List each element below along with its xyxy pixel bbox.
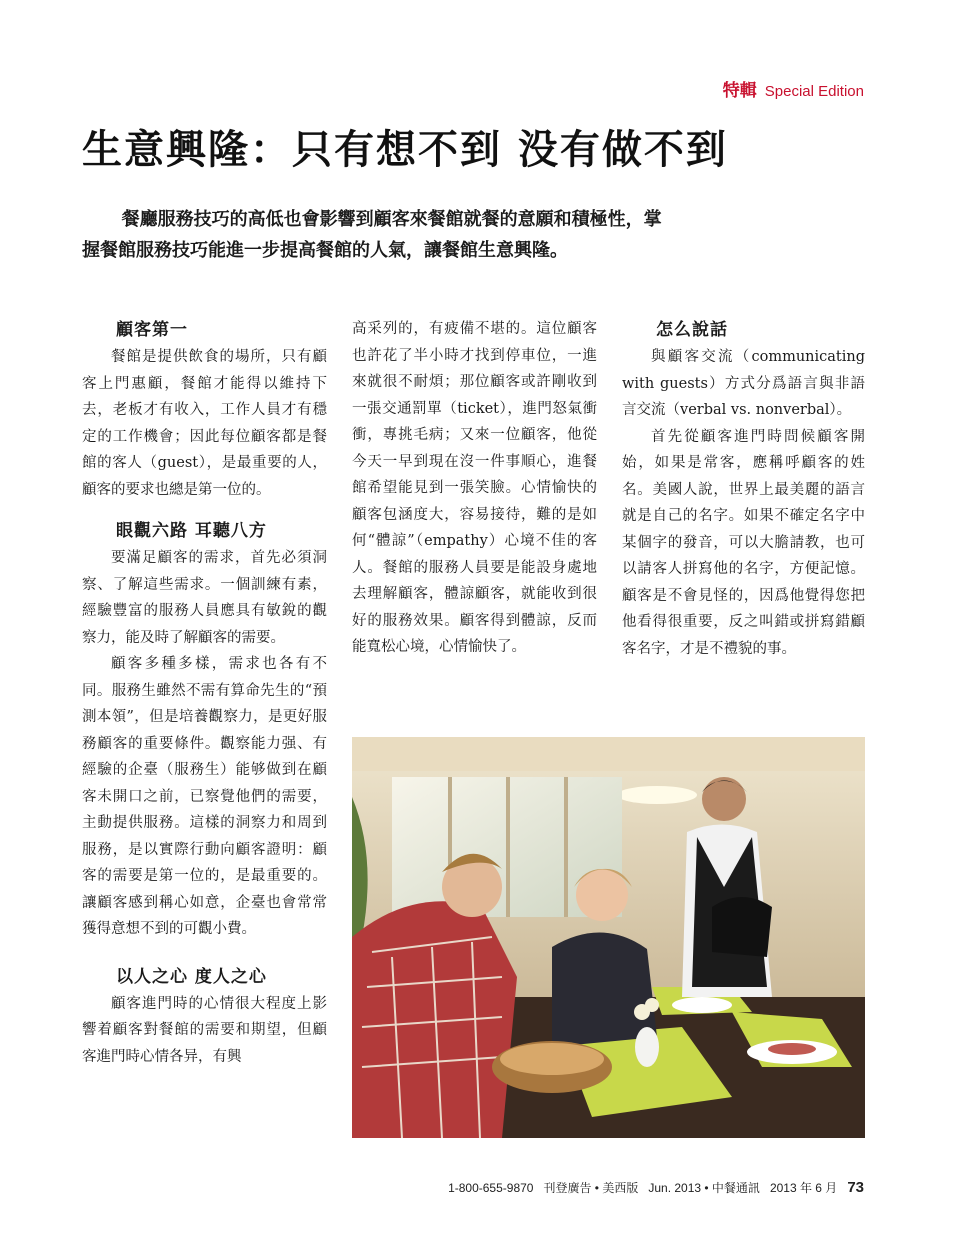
paragraph: 高采列的，有疲備不堪的。這位顧客也許花了半小時才找到停車位，一進來就很不耐煩；那位顧客或許剛收到一張交通罰單（ticket），進門怒氣衝衝，專挑毛病；又來一位顧客，他從今天一早到現在沒一件事順心，進餐館希望能見到一張笑臉。心情愉快的顧客包涵度大，容易接待，難的是如何“體諒”（empathy）心境不佳的客人。餐館的服務人員要是能設身處地去理解顧客，體諒顧客，就能收到很好的服務效果。顧客得到體諒，反而能寬松心境，心情愉快了。 bbox=[352, 321, 597, 655]
heading-observe: 眼觀六路 耳聽八方 bbox=[116, 521, 267, 541]
footer-date-en: Jun. 2013 • 中餐通訊 bbox=[648, 1181, 760, 1195]
paragraph: 顧客進門時的心情很大程度上影響着顧客對餐館的需要和期望，但顧客進門時心情各异，有興 bbox=[82, 995, 327, 1065]
column-2 bbox=[352, 316, 597, 661]
paragraph: 餐館是提供飲食的場所，只有顧客上門惠顧，餐館才能得以維持下去，老板才有收入，工作人員才有穩定的工作機會；因此每位顧客都是餐館的客人（guest），是最重要的人，顧客的要求也總是第一位的。 bbox=[82, 349, 327, 498]
restaurant-photo-illustration bbox=[352, 737, 865, 1138]
restaurant-photo bbox=[352, 737, 865, 1138]
paragraph: 顧客多種多樣，需求也各有不同。服務生雖然不需有算命先生的“預測本領”，但是培養觀察力，是更好服務顧客的重要條件。觀察能力强、有經驗的企臺（服務生）能够做到在顧客未開口之前，已察覺他們的需要，主動提供服務。這樣的洞察力和周到服務，是以實際行動向顧客證明：顧客的需要是第一位的，是最重要的。讓顧客感到稱心如意，企臺也會常常獲得意想不到的可觀小費。 bbox=[82, 656, 327, 937]
heading-empathy: 以人之心 度人之心 bbox=[116, 966, 267, 987]
section-tag-en: Special Edition bbox=[764, 83, 864, 100]
page-footer bbox=[448, 1179, 864, 1196]
footer-phone: 1-800-655-9870 bbox=[448, 1181, 534, 1195]
footer-date-zh: 2013 年 6 月 bbox=[769, 1181, 838, 1195]
paragraph: 要滿足顧客的需求，首先必須洞察、了解這些需求。一個訓練有素，經驗豐富的服務人員應具有敏銳的觀察力，能及時了解顧客的需要。 bbox=[82, 550, 327, 646]
page-number: 73 bbox=[847, 1179, 864, 1196]
column-1 bbox=[82, 316, 327, 1070]
heading-how-to-speak: 怎么說話 bbox=[656, 320, 728, 340]
article-lead bbox=[82, 204, 782, 266]
footer-publish: 刊登廣告 • 美西版 bbox=[543, 1181, 639, 1195]
heading-customer-first: 顧客第一 bbox=[116, 320, 188, 340]
article-title: 生意興隆：只有想不到 没有做不到 bbox=[82, 127, 728, 173]
paragraph: 首先從顧客進門時問候顧客開始，如果是常客，應稱呼顧客的姓名。美國人說，世界上最美麗的語言就是自己的名字。如果不確定名字中某個字的發音，可以大膽請教，也可以請客人拼寫他的名字，方便記憶。顧客是不會見怪的，因爲他覺得您把他看得很重要，反之叫錯或拼寫錯顧客名字，才是不禮貌的事。 bbox=[622, 428, 865, 657]
paragraph: 與顧客交流（communicating with guests）方式分爲語言與非語言交流（verbal vs. nonverbal）。 bbox=[622, 349, 865, 418]
column-3 bbox=[622, 316, 865, 662]
section-tag bbox=[723, 76, 864, 101]
section-tag-zh: 特輯 bbox=[722, 81, 757, 101]
lead-line-2: 握餐館服務技巧能進一步提高餐館的人氣，讓餐館生意興隆。 bbox=[82, 240, 568, 261]
lead-line-1: 餐廳服務技巧的高低也會影響到顧客來餐館就餐的意願和積極性，掌 bbox=[121, 209, 662, 230]
